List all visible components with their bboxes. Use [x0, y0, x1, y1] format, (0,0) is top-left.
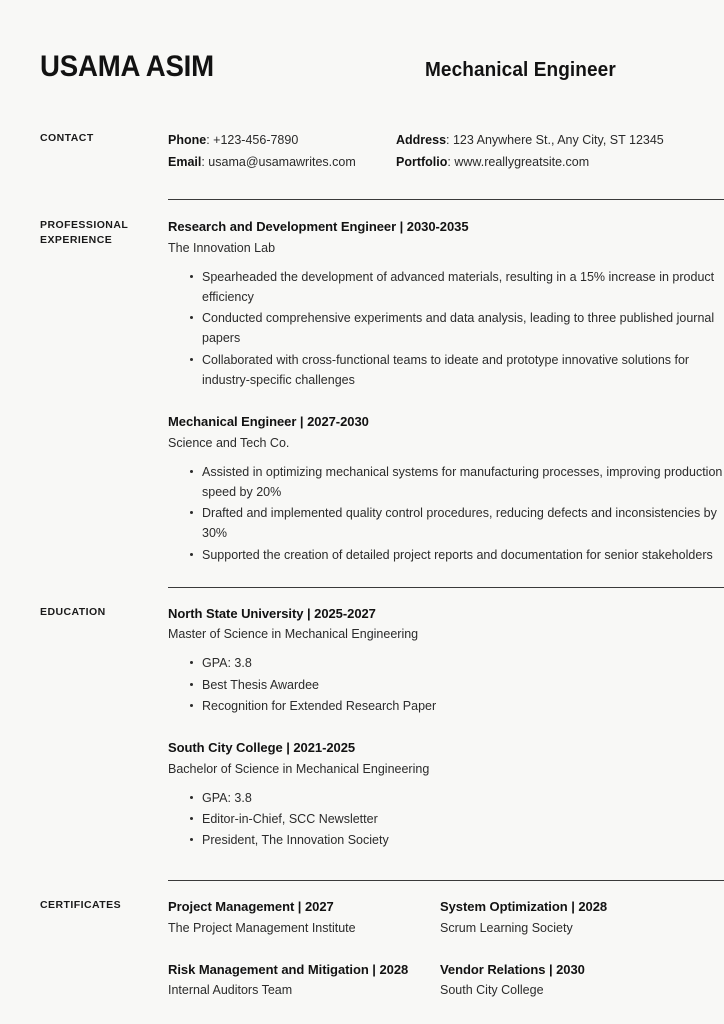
- list-item: GPA: 3.8: [190, 653, 724, 673]
- experience-section-label: [40, 217, 168, 248]
- candidate-job-title: Mechanical Engineer: [425, 59, 616, 81]
- list-item: Collaborated with cross-functional teams to ideate and prototype innovative solutions for industry-specific challenges: [190, 350, 724, 391]
- education-entry: [168, 738, 724, 850]
- list-item: Recognition for Extended Research Paper: [190, 696, 724, 716]
- contact-body: [168, 130, 724, 200]
- experience-entry-bullets: [168, 462, 724, 565]
- contact-portfolio-label: Portfolio: [396, 154, 448, 169]
- contact-portfolio: [396, 152, 724, 174]
- education-section-label: EDUCATION: [40, 605, 106, 618]
- contact-address-value: : 123 Anywhere St., Any City, ST 12345: [446, 133, 664, 147]
- experience-entry-organization: The Innovation Lab: [168, 240, 276, 255]
- certificate-item: [440, 897, 712, 938]
- list-item: Drafted and implemented quality control procedures, reducing defects and inconsistencies by 30%: [190, 503, 724, 544]
- experience-label-line-1: PROFESSIONAL: [40, 219, 129, 231]
- certificate-title: Project Management | 2027: [168, 899, 334, 915]
- list-item: Spearheaded the development of advanced materials, resulting in a 15% increase in product efficiency: [190, 267, 724, 308]
- divider-above-experience: [168, 199, 724, 200]
- certificates-section: [0, 897, 724, 1022]
- certificates-grid: [168, 897, 724, 1022]
- contact-columns: [168, 130, 724, 173]
- list-item: Supported the creation of detailed project reports and documentation for senior stakeholders: [190, 545, 724, 565]
- certificate-item: [168, 897, 440, 938]
- certificate-organization: Internal Auditors Team: [168, 983, 293, 998]
- certificate-organization: Scrum Learning Society: [440, 920, 573, 935]
- experience-label-line-2: EXPERIENCE: [40, 234, 113, 247]
- education-entry-degree: Master of Science in Mechanical Engineering: [168, 627, 419, 642]
- resume-header: [0, 0, 724, 82]
- experience-entry-bullets: [168, 267, 724, 391]
- education-entry-bullets: [168, 788, 724, 851]
- divider-above-certificates: [168, 880, 724, 881]
- experience-entry: [168, 412, 724, 565]
- education-entry-degree: Bachelor of Science in Mechanical Engineering: [168, 761, 430, 776]
- list-item: Best Thesis Awardee: [190, 675, 724, 695]
- contact-email: [168, 152, 396, 174]
- contact-email-label: Email: [168, 154, 202, 169]
- certificate-title: Vendor Relations | 2030: [440, 961, 585, 977]
- list-item: GPA: 3.8: [190, 788, 724, 808]
- experience-entry-title: Research and Development Engineer | 2030-2035: [168, 219, 469, 234]
- education-body: [168, 604, 724, 882]
- contact-section: [0, 130, 724, 200]
- contact-email-value: : usama@usamawrites.com: [201, 154, 356, 169]
- certificates-section-label: CERTIFICATES: [40, 899, 122, 912]
- certificate-title: System Optimization | 2028: [440, 899, 608, 915]
- contact-address: [396, 130, 724, 152]
- experience-entry: [168, 217, 724, 390]
- certificate-title: Risk Management and Mitigation | 2028: [168, 961, 409, 977]
- contact-phone-value: : +123-456-7890: [206, 133, 299, 147]
- certificate-organization: The Project Management Institute: [168, 920, 356, 935]
- list-item: Conducted comprehensive experiments and data analysis, leading to three published journal papers: [190, 308, 724, 349]
- education-entry-bullets: [168, 653, 724, 716]
- education-entry-title: North State University | 2025-2027: [168, 605, 376, 621]
- contact-column-right: [396, 130, 724, 173]
- experience-body: [168, 217, 724, 588]
- certificates-body: [168, 897, 724, 1022]
- list-item: President, The Innovation Society: [190, 830, 724, 850]
- experience-entry-title: Mechanical Engineer | 2027-2030: [168, 414, 369, 429]
- certificate-item: [168, 960, 440, 1001]
- certificate-item: [440, 960, 712, 1001]
- certificate-organization: South City College: [440, 983, 544, 998]
- experience-entry-organization: Science and Tech Co.: [168, 435, 290, 450]
- contact-phone-label: Phone: [168, 133, 207, 147]
- experience-section: [0, 217, 724, 588]
- contact-column-left: [168, 130, 396, 173]
- education-entry-title: South City College | 2021-2025: [168, 740, 356, 755]
- contact-section-label: CONTACT: [40, 132, 94, 144]
- list-item: Editor-in-Chief, SCC Newsletter: [190, 809, 724, 829]
- contact-portfolio-value: : www.reallygreatsite.com: [447, 154, 590, 169]
- education-section: [0, 604, 724, 882]
- contact-address-label: Address: [396, 133, 447, 147]
- candidate-name: USAMA ASIM: [40, 50, 214, 83]
- list-item: Assisted in optimizing mechanical systems for manufacturing processes, improving production speed by 20%: [190, 462, 724, 503]
- education-entry: [168, 604, 724, 716]
- divider-above-education: [168, 587, 724, 588]
- contact-phone: [168, 130, 396, 152]
